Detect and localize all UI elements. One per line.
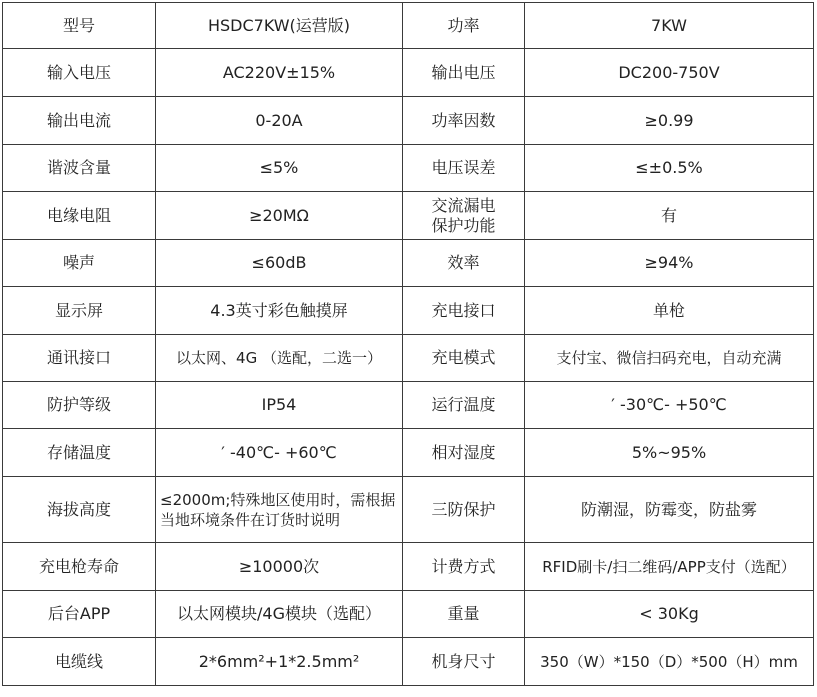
spec-label: 机身尺寸 — [403, 638, 525, 686]
spec-value: 支付宝、微信扫码充电，自动充满 — [525, 335, 814, 382]
spec-label: 重量 — [403, 591, 525, 638]
spec-label: 输入电压 — [3, 49, 156, 97]
spec-value: ≥0.99 — [525, 97, 814, 145]
spec-label: 电缆线 — [3, 638, 156, 686]
spec-value: 以太网模块/4G模块（选配） — [156, 591, 403, 638]
table-row — [3, 240, 814, 287]
spec-label: 充电模式 — [403, 335, 525, 382]
spec-value: HSDC7KW(运营版) — [156, 3, 403, 49]
spec-value: ≥94% — [525, 240, 814, 287]
spec-label: 相对湿度 — [403, 429, 525, 477]
spec-label: 计费方式 — [403, 543, 525, 591]
table-row — [3, 97, 814, 145]
spec-label: 通讯接口 — [3, 335, 156, 382]
table-row — [3, 49, 814, 97]
spec-value: ≤2000m;特殊地区使用时，需根据当地环境条件在订货时说明 — [156, 477, 403, 543]
spec-value: 以太网、4G （选配，二选一） — [156, 335, 403, 382]
spec-value: 有 — [525, 192, 814, 240]
spec-value: 防潮湿，防霉变，防盐雾 — [525, 477, 814, 543]
spec-value: ≥10000次 — [156, 543, 403, 591]
spec-table — [2, 2, 814, 686]
spec-label: 显示屏 — [3, 287, 156, 335]
spec-value: 350（W）*150（D）*500（H）mm — [525, 638, 814, 686]
spec-label: 后台APP — [3, 591, 156, 638]
spec-value: 7KW — [525, 3, 814, 49]
spec-label: 海拔高度 — [3, 477, 156, 543]
spec-label: 交流漏电 保护功能 — [403, 192, 525, 240]
table-row — [3, 638, 814, 686]
spec-label: 充电枪寿命 — [3, 543, 156, 591]
spec-label: 运行温度 — [403, 382, 525, 429]
spec-label: 电压误差 — [403, 145, 525, 192]
table-row — [3, 543, 814, 591]
spec-label: 谐波含量 — [3, 145, 156, 192]
table-row — [3, 382, 814, 429]
spec-label: 输出电压 — [403, 49, 525, 97]
spec-value: < 30Kg — [525, 591, 814, 638]
table-row — [3, 591, 814, 638]
spec-value: ′ -40℃- +60℃ — [156, 429, 403, 477]
spec-label: 噪声 — [3, 240, 156, 287]
spec-value: RFID刷卡/扫二维码/APP支付（选配） — [525, 543, 814, 591]
spec-value: ≤±0.5% — [525, 145, 814, 192]
spec-label: 功率因数 — [403, 97, 525, 145]
spec-value: 5%~95% — [525, 429, 814, 477]
table-row — [3, 192, 814, 240]
spec-value: DC200-750V — [525, 49, 814, 97]
spec-label: 电缘电阻 — [3, 192, 156, 240]
spec-value: ≤60dB — [156, 240, 403, 287]
table-row — [3, 145, 814, 192]
spec-label: 效率 — [403, 240, 525, 287]
spec-value: ′ -30℃- +50℃ — [525, 382, 814, 429]
spec-label: 防护等级 — [3, 382, 156, 429]
spec-table-body — [3, 3, 814, 686]
table-row — [3, 287, 814, 335]
spec-label: 存储温度 — [3, 429, 156, 477]
spec-value: 单枪 — [525, 287, 814, 335]
spec-value: 4.3英寸彩色触摸屏 — [156, 287, 403, 335]
table-row — [3, 477, 814, 543]
spec-value: 0-20A — [156, 97, 403, 145]
spec-value: 2*6mm²+1*2.5mm² — [156, 638, 403, 686]
spec-label: 型号 — [3, 3, 156, 49]
spec-label: 三防保护 — [403, 477, 525, 543]
spec-value: AC220V±15% — [156, 49, 403, 97]
table-row — [3, 429, 814, 477]
table-row — [3, 3, 814, 49]
spec-value: ≤5% — [156, 145, 403, 192]
table-row — [3, 335, 814, 382]
spec-value: ≥20MΩ — [156, 192, 403, 240]
spec-value: IP54 — [156, 382, 403, 429]
spec-label: 输出电流 — [3, 97, 156, 145]
spec-label: 充电接口 — [403, 287, 525, 335]
spec-label: 功率 — [403, 3, 525, 49]
